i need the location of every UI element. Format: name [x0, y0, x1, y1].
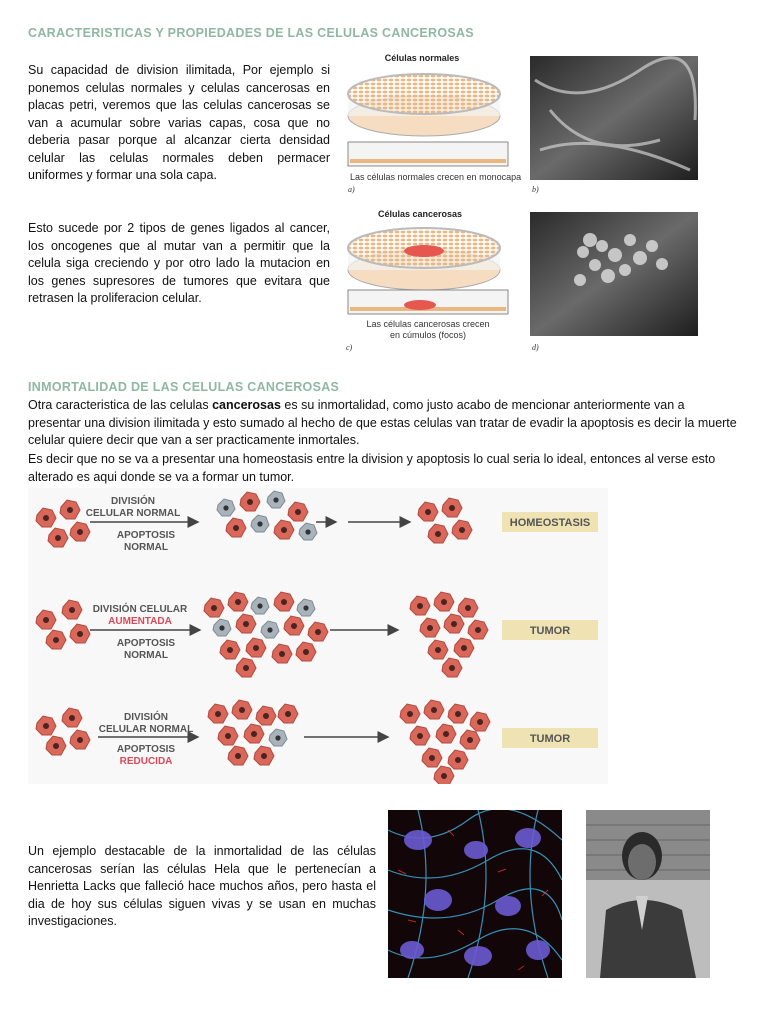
row1-apoptosis-line2: NORMAL	[124, 542, 168, 553]
row1-result-label: HOMEOSTASIS	[509, 517, 591, 529]
petri-dish-figure	[340, 50, 706, 355]
label-a: a)	[348, 185, 355, 194]
paragraph-genes: Esto sucede por 2 tipos de genes ligados al cancer, los oncogenes que al mutar van a permitir que la celula siga creciendo y por otro lado la mutacion en los genes supresores de tumores que evitara que retrasen la proliferacion celular.	[28, 221, 330, 305]
row3-result-label: TUMOR	[529, 733, 571, 745]
cancer-petri-dish	[348, 228, 500, 290]
row2-apoptosis-line1: APOPTOSIS	[116, 638, 176, 649]
division-apoptosis-diagram	[28, 488, 608, 784]
hela-cells-microscopy-image	[388, 810, 562, 978]
section-title-characteristics: CARACTERISTICAS Y PROPIEDADES DE LAS CELULAS CANCEROSAS	[28, 26, 474, 40]
row2-division-line2: AUMENTADA	[108, 616, 172, 627]
paragraph-hela-cells: Un ejemplo destacable de la inmortalidad de las células cancerosas serían las células Hela que le pertenecían a Henrietta Lacks que falleció hace muchos años, pero hasta el dia de hoy sus células siguen vivas y se usan en muchas investigaciones.	[28, 844, 376, 928]
paragraph-unlimited-division: Su capacidad de division ilimitada, Por ejemplo si ponemos celulas normales y celulas cancerosas en placas petri, veremos que las celulas cancerosas se van a acumular sobre varias capas, cosa que no deberia pasar porque al alcanzar cierta densidad celular las celulas normales deben permacer uniformes y formar una sola capa.	[28, 63, 330, 182]
cancer-foci-cross-section	[348, 290, 508, 314]
row1-division-line1: DIVISIÓN	[111, 496, 155, 507]
label-d: d)	[532, 343, 539, 352]
row1-division-line2: CELULAR NORMAL	[85, 508, 181, 519]
row3-apoptosis-line2: REDUCIDA	[119, 756, 173, 767]
paragraph-immortality	[28, 397, 738, 450]
row3-division-line2: CELULAR NORMAL	[98, 724, 194, 735]
immortality-text-bold: cancerosas	[212, 398, 281, 412]
immortality-text-start: Otra caracteristica de las celulas	[28, 398, 213, 412]
henrietta-lacks-photo	[586, 810, 710, 978]
label-b: b)	[532, 185, 539, 194]
row2-result-label: TUMOR	[529, 625, 571, 637]
immortality-text-end: es su inmortalidad, como justo acabo de mencionar anteriormente van a presentar una division ilimitada y esto sumado al hecho de que estas celulas van tratar de evadir la apoptosis es decir la muerte celular quiere decir que van a ser practicamente inmortales.	[28, 398, 737, 447]
normal-cells-title: Células normales	[384, 53, 460, 63]
normal-cells-caption: Las células normales crecen en monocapa	[350, 172, 522, 182]
row3-apoptosis-line1: APOPTOSIS	[116, 744, 176, 755]
normal-monolayer-cross-section	[348, 142, 508, 166]
row1-apoptosis-line1: APOPTOSIS	[116, 530, 176, 541]
normal-petri-dish	[348, 74, 500, 136]
row2-apoptosis-line2: NORMAL	[124, 650, 168, 661]
paragraph-homeostasis: Es decir que no se va a presentar una homeostasis entre la division y apoptosis lo cual seria lo ideal, entonces al verse esto alterado es aqui donde se va a formar un tumor.	[28, 452, 716, 484]
row3-division-line1: DIVISIÓN	[124, 712, 168, 723]
row2-division-line1: DIVISIÓN CELULAR	[92, 604, 188, 615]
section-title-immortality: INMORTALIDAD DE LAS CELULAS CANCEROSAS	[28, 380, 340, 394]
label-c: c)	[346, 343, 353, 352]
cancer-cells-title: Células cancerosas	[377, 209, 463, 219]
cancer-cells-caption-line2: en cúmulos (focos)	[389, 330, 467, 340]
cancer-cells-caption-line1: Las células cancerosas crecen	[366, 319, 490, 329]
